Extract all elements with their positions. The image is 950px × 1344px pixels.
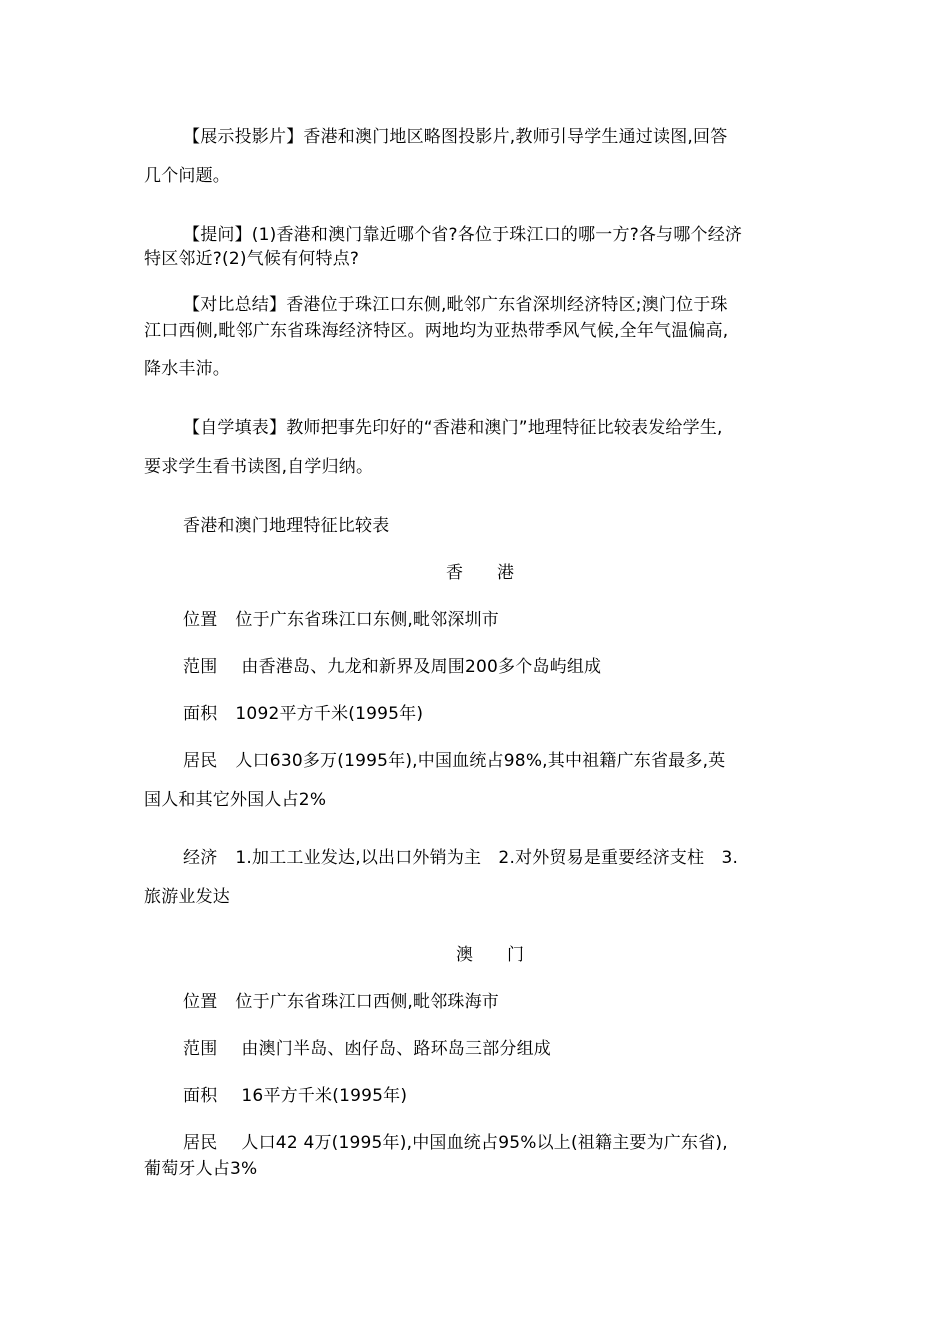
macau-scope-label: 范围 — [183, 1039, 218, 1059]
macau-residents-value: 人口42 4万(1995年),中国血统占95%以上(祖籍主要为广东省), — [241, 1133, 728, 1153]
macau-area-value: 16平方千米(1995年) — [241, 1086, 408, 1106]
projection-line-1: 【展示投影片】香港和澳门地区略图投影片,教师引导学生通过读图,回答 — [183, 127, 728, 147]
hongkong-area-label: 面积 — [183, 704, 218, 724]
projection-line-2: 几个问题。 — [144, 166, 230, 186]
macau-residents-row — [183, 1132, 728, 1154]
macau-scope-value: 由澳门半岛、凼仔岛、路环岛三部分组成 — [241, 1039, 552, 1059]
hongkong-location-value: 位于广东省珠江口东侧,毗邻深圳市 — [235, 610, 500, 630]
hongkong-residents-continued: 国人和其它外国人占2% — [144, 790, 327, 810]
hongkong-heading: 香 港 — [446, 563, 514, 583]
summary-line-1: 【对比总结】香港位于珠江口东侧,毗邻广东省深圳经济特区;澳门位于珠 — [183, 295, 728, 315]
hongkong-economy-label: 经济 — [183, 848, 218, 868]
table-title: 香港和澳门地理特征比较表 — [183, 516, 390, 536]
hongkong-scope-label: 范围 — [183, 657, 218, 677]
hongkong-location-row — [183, 609, 499, 631]
macau-scope-row — [183, 1038, 551, 1060]
hongkong-scope-value: 由香港岛、九龙和新界及周围200多个岛屿组成 — [241, 657, 602, 677]
hongkong-residents-row — [183, 750, 725, 772]
selfstudy-line-1: 【自学填表】教师把事先印好的“香港和澳门”地理特征比较表发给学生, — [183, 418, 723, 438]
hongkong-area-row — [183, 703, 423, 725]
summary-line-2: 江口西侧,毗邻广东省珠海经济特区。两地均为亚热带季风气候,全年气温偏高, — [144, 321, 729, 341]
question-line-2: 特区邻近?(2)气候有何特点? — [144, 249, 360, 269]
summary-line-3: 降水丰沛。 — [144, 359, 230, 379]
hongkong-residents-value: 人口630多万(1995年),中国血统占98%,其中祖籍广东省最多,英 — [235, 751, 726, 771]
macau-heading: 澳 门 — [456, 945, 524, 965]
hongkong-economy-value: 1.加工工业发达,以出口外销为主 2.对外贸易是重要经济支柱 3. — [235, 848, 739, 868]
hongkong-residents-label: 居民 — [183, 751, 218, 771]
question-line-1: 【提问】(1)香港和澳门靠近哪个省?各位于珠江口的哪一方?各与哪个经济 — [183, 225, 743, 245]
macau-area-label: 面积 — [183, 1086, 218, 1106]
macau-location-label: 位置 — [183, 992, 218, 1012]
hongkong-area-value: 1092平方千米(1995年) — [235, 704, 424, 724]
hongkong-scope-row — [183, 656, 601, 678]
hongkong-economy-continued: 旅游业发达 — [144, 887, 230, 907]
selfstudy-line-2: 要求学生看书读图,自学归纳。 — [144, 457, 374, 477]
hongkong-economy-row — [183, 847, 738, 869]
hongkong-location-label: 位置 — [183, 610, 218, 630]
macau-residents-continued: 葡萄牙人占3% — [144, 1159, 258, 1179]
macau-area-row — [183, 1085, 407, 1107]
macau-location-row — [183, 991, 499, 1013]
macau-location-value: 位于广东省珠江口西侧,毗邻珠海市 — [235, 992, 500, 1012]
macau-residents-label: 居民 — [183, 1133, 218, 1153]
